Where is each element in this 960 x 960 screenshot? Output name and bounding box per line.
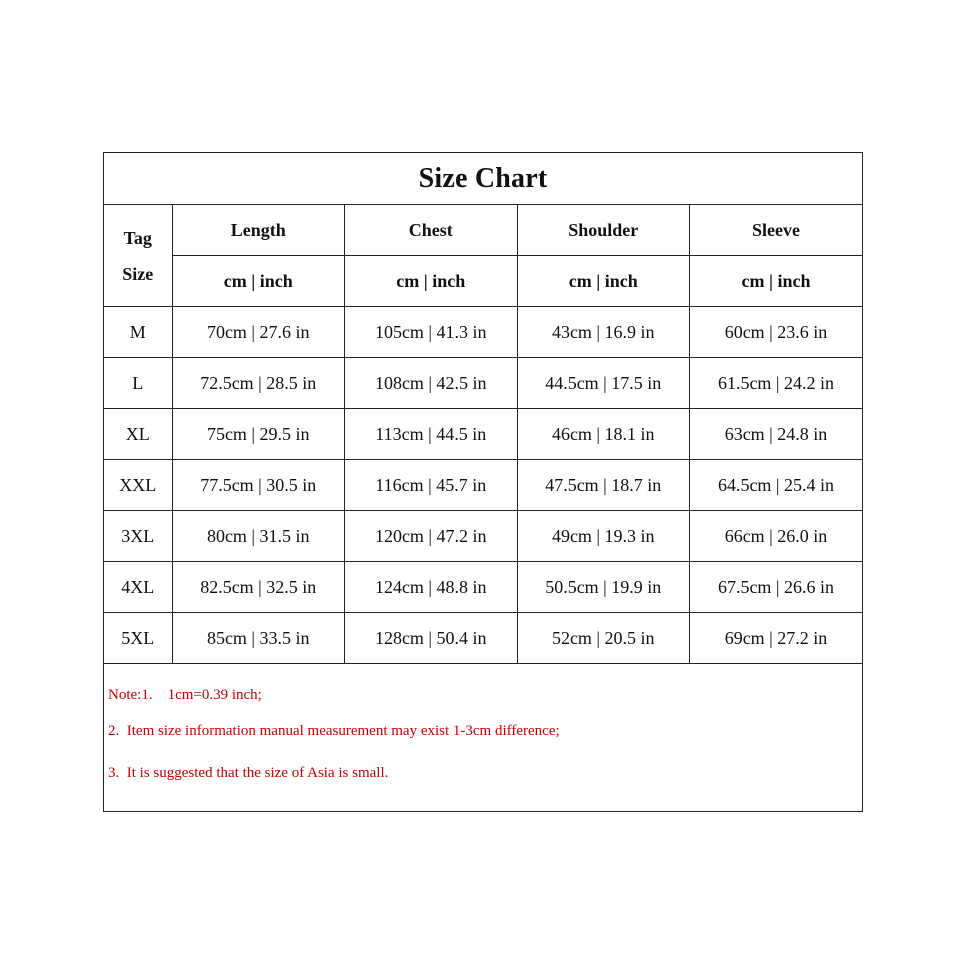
tag-size-header — [104, 205, 172, 307]
sleeve-cell: 63cm | 24.8 in — [690, 409, 863, 460]
length-cell: 82.5cm | 32.5 in — [172, 562, 345, 613]
length-cell: 70cm | 27.6 in — [172, 307, 345, 358]
note-line: 2. Item size information manual measurement may exist 1-3cm difference; — [108, 723, 560, 739]
unit-header: cm | inch — [172, 256, 345, 307]
sleeve-cell: 69cm | 27.2 in — [690, 613, 863, 664]
chest-cell: 120cm | 47.2 in — [345, 511, 518, 562]
size-cell: 4XL — [104, 562, 172, 613]
chest-cell: 128cm | 50.4 in — [345, 613, 518, 664]
column-header-chest: Chest — [345, 205, 518, 256]
shoulder-cell: 47.5cm | 18.7 in — [517, 460, 690, 511]
unit-header: cm | inch — [517, 256, 690, 307]
chest-cell: 124cm | 48.8 in — [345, 562, 518, 613]
column-header-length: Length — [172, 205, 345, 256]
chest-cell: 105cm | 41.3 in — [345, 307, 518, 358]
chart-title: Size Chart — [104, 153, 862, 205]
sleeve-cell: 66cm | 26.0 in — [690, 511, 863, 562]
size-cell: 3XL — [104, 511, 172, 562]
table-row — [104, 460, 862, 511]
length-cell: 77.5cm | 30.5 in — [172, 460, 345, 511]
tag-header-line-1: Tag — [123, 227, 152, 248]
shoulder-cell: 43cm | 16.9 in — [517, 307, 690, 358]
notes-section — [104, 664, 862, 794]
table-row — [104, 613, 862, 664]
sleeve-cell: 61.5cm | 24.2 in — [690, 358, 863, 409]
table-row — [104, 307, 862, 358]
chest-cell: 113cm | 44.5 in — [345, 409, 518, 460]
column-header-sleeve: Sleeve — [690, 205, 863, 256]
column-header-shoulder: Shoulder — [517, 205, 690, 256]
table-row — [104, 562, 862, 613]
length-cell: 75cm | 29.5 in — [172, 409, 345, 460]
size-cell: 5XL — [104, 613, 172, 664]
sleeve-cell: 64.5cm | 25.4 in — [690, 460, 863, 511]
size-chart — [103, 152, 863, 812]
table-row — [104, 409, 862, 460]
sleeve-cell: 67.5cm | 26.6 in — [690, 562, 863, 613]
size-cell: M — [104, 307, 172, 358]
tag-header-line-2: Size — [122, 263, 154, 284]
shoulder-cell: 50.5cm | 19.9 in — [517, 562, 690, 613]
shoulder-cell: 49cm | 19.3 in — [517, 511, 690, 562]
shoulder-cell: 46cm | 18.1 in — [517, 409, 690, 460]
shoulder-cell: 44.5cm | 17.5 in — [517, 358, 690, 409]
sleeve-cell: 60cm | 23.6 in — [690, 307, 863, 358]
size-cell: XXL — [104, 460, 172, 511]
length-cell: 72.5cm | 28.5 in — [172, 358, 345, 409]
length-cell: 80cm | 31.5 in — [172, 511, 345, 562]
shoulder-cell: 52cm | 20.5 in — [517, 613, 690, 664]
table-row — [104, 511, 862, 562]
size-cell: L — [104, 358, 172, 409]
note-line: Note:1. 1cm=0.39 inch; — [108, 687, 262, 703]
unit-header: cm | inch — [690, 256, 863, 307]
length-cell: 85cm | 33.5 in — [172, 613, 345, 664]
chest-cell: 116cm | 45.7 in — [345, 460, 518, 511]
size-table — [104, 205, 862, 664]
note-line: 3. It is suggested that the size of Asia is small. — [108, 765, 389, 781]
chest-cell: 108cm | 42.5 in — [345, 358, 518, 409]
unit-header: cm | inch — [345, 256, 518, 307]
size-cell: XL — [104, 409, 172, 460]
table-row — [104, 358, 862, 409]
